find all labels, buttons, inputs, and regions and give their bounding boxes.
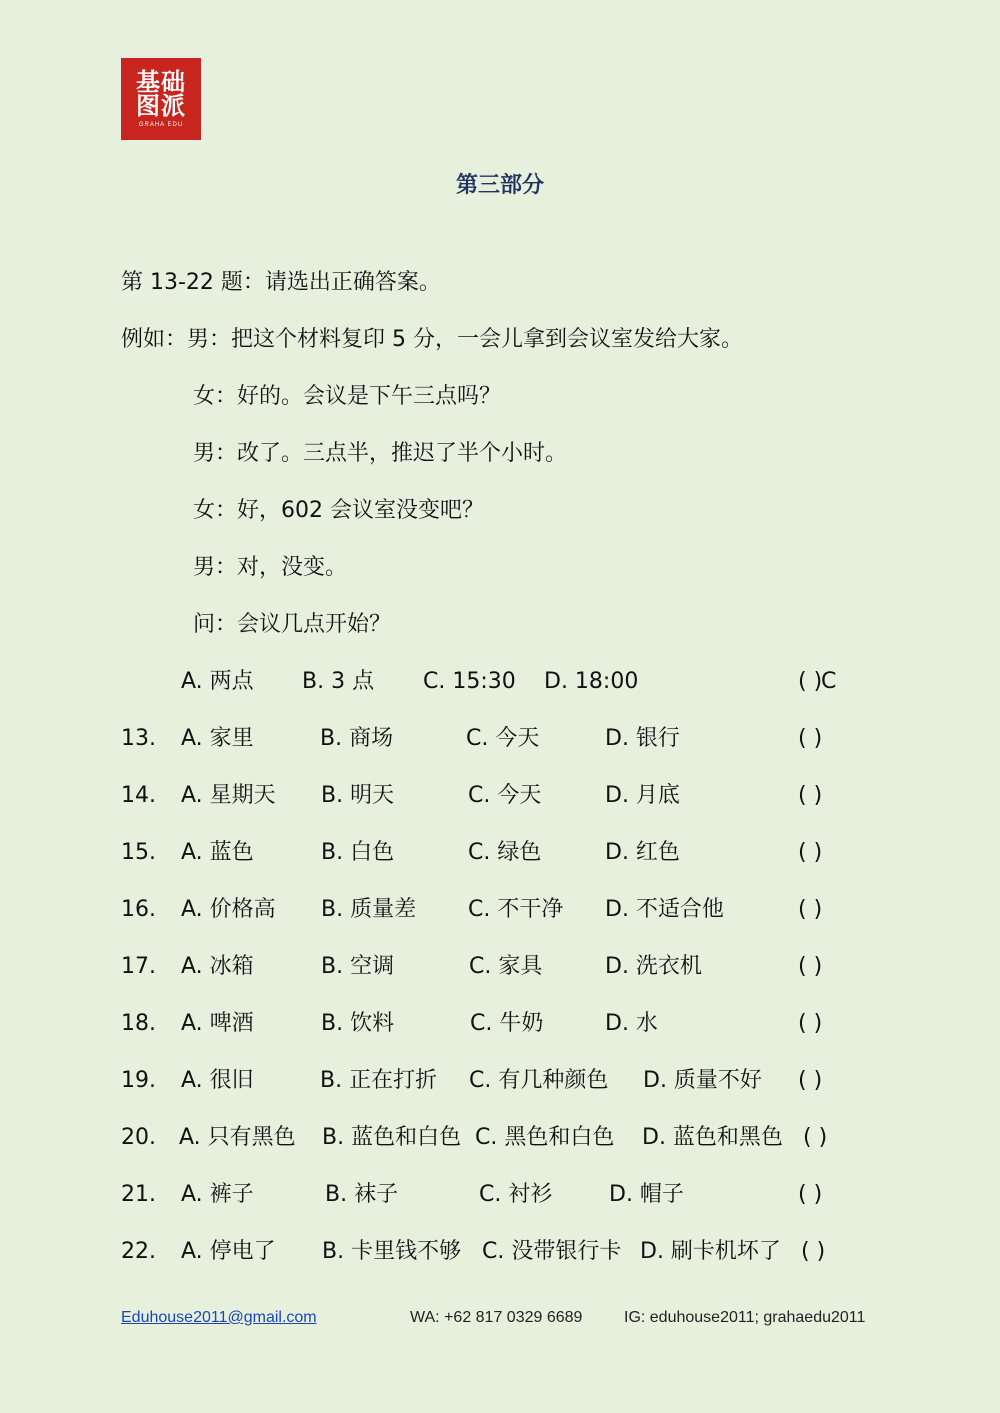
question-row	[0, 1009, 1000, 1039]
option-c: C. 今天	[466, 726, 540, 751]
option-c: C. 家具	[469, 954, 543, 979]
question-row	[0, 838, 1000, 868]
option-a: A. 蓝色	[181, 840, 254, 865]
option-d: D. 洗衣机	[605, 954, 702, 979]
option-c: C. 不干净	[468, 897, 564, 922]
option-a: A. 停电了	[181, 1239, 276, 1264]
answer-blank: ( )	[798, 840, 823, 865]
question-number: 15.	[121, 840, 156, 865]
answer-blank: ( )	[798, 1068, 823, 1093]
answer-blank: ( )	[798, 897, 823, 922]
option-b: B. 正在打折	[320, 1068, 438, 1093]
answer-blank: ( )	[803, 1125, 828, 1150]
answer-blank: ( )	[798, 726, 823, 751]
option-d: D. 红色	[605, 840, 680, 865]
question-number: 19.	[121, 1068, 156, 1093]
question-row	[0, 1123, 1000, 1153]
footer-whatsapp: WA: +62 817 0329 6689	[410, 1309, 583, 1326]
option-c: C. 15:30	[423, 669, 516, 694]
option-b: B. 明天	[321, 783, 395, 808]
answer-blank: ( )	[798, 1182, 823, 1207]
answer-blank: ( )	[798, 783, 823, 808]
footer-instagram: IG: eduhouse2011; grahaedu2011	[624, 1309, 866, 1326]
option-c: C. 绿色	[468, 840, 542, 865]
question-row	[0, 895, 1000, 925]
option-a: A. 很旧	[181, 1068, 254, 1093]
answer-parentheses: ( )	[798, 669, 823, 694]
question-number: 17.	[121, 954, 156, 979]
example-first-line: 例如：男：把这个材料复印 5 分，一会儿拿到会议室发给大家。	[121, 327, 743, 352]
option-a: A. 两点	[181, 669, 254, 694]
option-d: D. 18:00	[544, 669, 639, 694]
option-c: C. 牛奶	[470, 1011, 544, 1036]
option-c: C. 今天	[468, 783, 542, 808]
answer-blank: ( )	[798, 954, 823, 979]
option-b: B. 空调	[321, 954, 395, 979]
option-c: C. 衬衫	[479, 1182, 553, 1207]
option-c: C. 没带银行卡	[482, 1239, 622, 1264]
option-c: C. 有几种颜色	[469, 1068, 609, 1093]
example-options-row	[0, 667, 1000, 697]
question-row	[0, 1237, 1000, 1267]
option-d: D. 刷卡机坏了	[640, 1239, 781, 1264]
option-d: D. 蓝色和黑色	[642, 1125, 783, 1150]
option-b: B. 质量差	[321, 897, 417, 922]
question-number: 22.	[121, 1239, 156, 1264]
option-d: D. 水	[605, 1011, 658, 1036]
option-d: D. 质量不好	[643, 1068, 762, 1093]
question-row	[0, 1066, 1000, 1096]
logo-glyphs-top: 基础	[136, 67, 186, 96]
logo	[121, 58, 201, 140]
example-dialogue-line: 女：好，602 会议室没变吧？	[193, 498, 484, 523]
instruction: 第 13-22 题：请选出正确答案。	[121, 270, 441, 295]
question-number: 13.	[121, 726, 156, 751]
example-question: 问：会议几点开始？	[193, 612, 392, 637]
option-b: B. 饮料	[321, 1011, 395, 1036]
footer-email-link[interactable]: Eduhouse2011@gmail.com	[121, 1309, 317, 1326]
option-b: B. 商场	[320, 726, 394, 751]
answer-blank: ( )	[798, 1011, 823, 1036]
question-row	[0, 952, 1000, 982]
option-a: A. 家里	[181, 726, 254, 751]
question-number: 21.	[121, 1182, 156, 1207]
option-a: A. 只有黑色	[179, 1125, 296, 1150]
question-number: 20.	[121, 1125, 156, 1150]
logo-glyphs-bottom: 图派	[136, 91, 186, 120]
option-a: A. 冰箱	[181, 954, 254, 979]
option-a: A. 价格高	[181, 897, 276, 922]
section-title: 第三部分	[455, 173, 544, 198]
question-row	[0, 724, 1000, 754]
option-b: B. 白色	[321, 840, 395, 865]
example-dialogue-line: 男：改了。三点半，推迟了半个小时。	[193, 441, 568, 466]
question-number: 16.	[121, 897, 156, 922]
question-row	[0, 1180, 1000, 1210]
option-b: B. 蓝色和白色	[322, 1125, 462, 1150]
option-b: B. 袜子	[325, 1182, 399, 1207]
option-c: C. 黑色和白色	[475, 1125, 615, 1150]
example-answer: C	[821, 669, 837, 694]
example-dialogue-line: 女：好的。会议是下午三点吗？	[193, 384, 502, 409]
option-a: A. 星期天	[181, 783, 276, 808]
option-a: A. 啤酒	[181, 1011, 254, 1036]
logo-subtitle: GRAHA EDU	[138, 122, 184, 128]
option-b: B. 3 点	[302, 669, 375, 694]
example-dialogue-line: 男：对，没变。	[193, 555, 348, 580]
option-d: D. 不适合他	[605, 897, 724, 922]
option-d: D. 帽子	[609, 1182, 684, 1207]
option-a: A. 裤子	[181, 1182, 254, 1207]
option-d: D. 月底	[605, 783, 680, 808]
question-number: 18.	[121, 1011, 156, 1036]
answer-blank: ( )	[801, 1239, 826, 1264]
question-row	[0, 781, 1000, 811]
question-number: 14.	[121, 783, 156, 808]
option-b: B. 卡里钱不够	[322, 1239, 462, 1264]
option-d: D. 银行	[605, 726, 680, 751]
